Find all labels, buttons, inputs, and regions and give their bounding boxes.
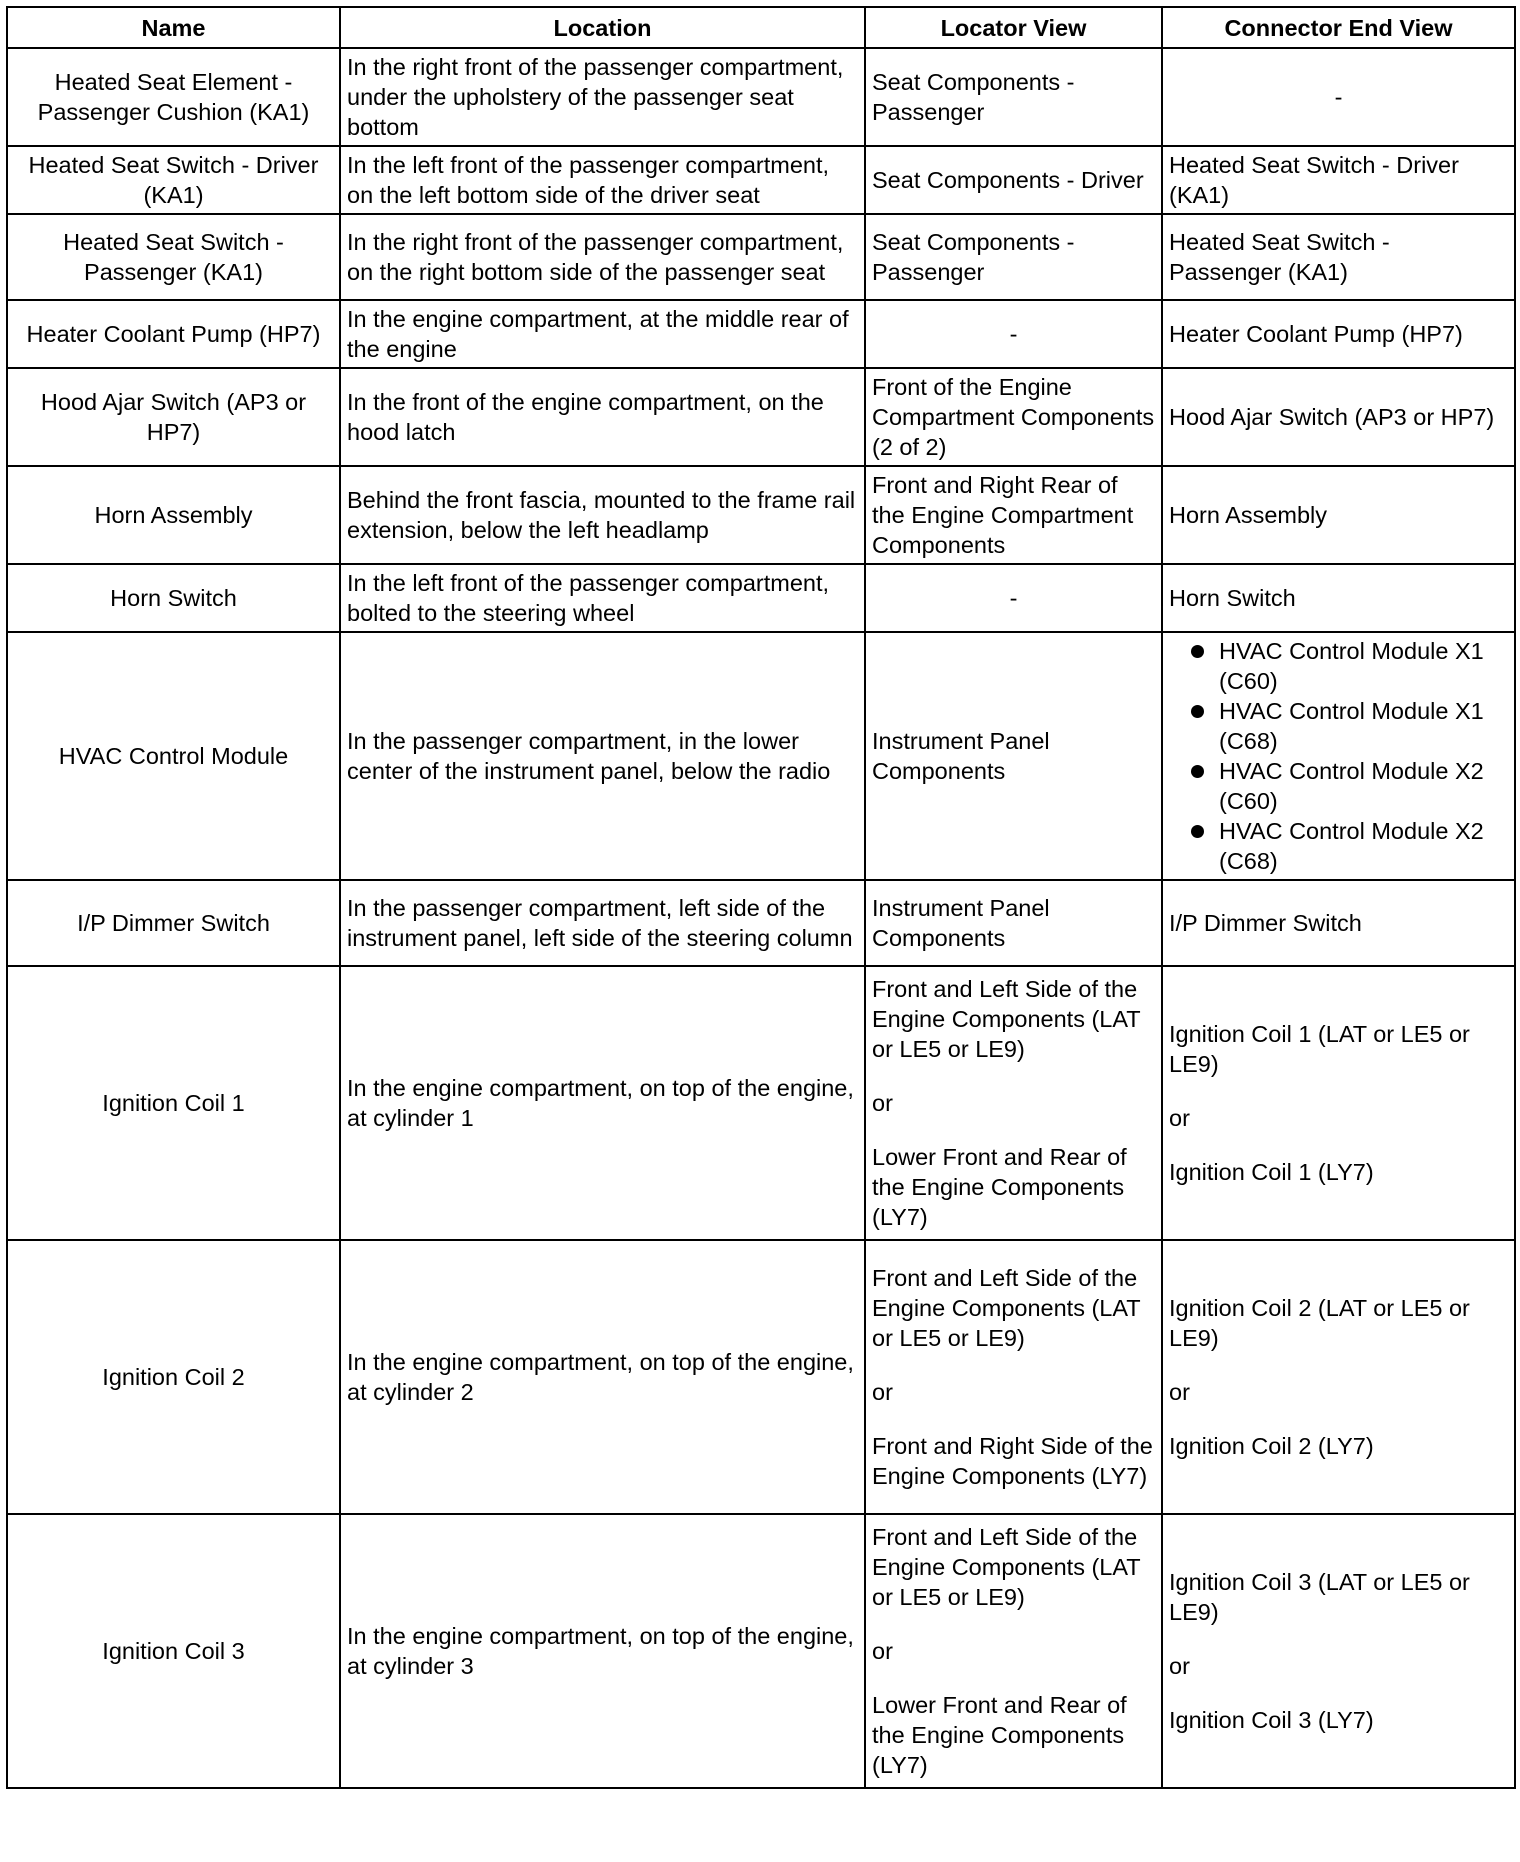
- cell-locator-view: [865, 564, 1162, 632]
- locator-text: Front and Right Side of the Engine Components (LY7): [872, 1433, 1153, 1489]
- cell-connector-end-view: [1162, 966, 1515, 1240]
- connector-or-text: or: [1169, 1653, 1190, 1679]
- cell-location: In the engine compartment, on top of the engine, at cylinder 2: [340, 1240, 865, 1514]
- locator-text: Front and Left Side of the Engine Components (LAT or LE5 or LE9): [872, 976, 1141, 1062]
- connector-text: Heated Seat Switch - Driver (KA1): [1169, 152, 1459, 208]
- cell-location: In the left front of the passenger compartment, bolted to the steering wheel: [340, 564, 865, 632]
- table-row: [7, 214, 1515, 300]
- cell-name: Heater Coolant Pump (HP7): [7, 300, 340, 368]
- list-item: [1169, 636, 1508, 696]
- cell-name: I/P Dimmer Switch: [7, 880, 340, 966]
- connector-text: Ignition Coil 1 (LAT or LE5 or LE9): [1169, 1021, 1470, 1077]
- table-row: [7, 1240, 1515, 1514]
- locator-or-text: or: [872, 1379, 893, 1405]
- cell-name: Hood Ajar Switch (AP3 or HP7): [7, 368, 340, 466]
- locator-text: Lower Front and Rear of the Engine Components (LY7): [872, 1144, 1127, 1230]
- cell-location: In the engine compartment, at the middle rear of the engine: [340, 300, 865, 368]
- cell-location: In the passenger compartment, left side of the instrument panel, left side of the steering column: [340, 880, 865, 966]
- cell-connector-end-view: [1162, 48, 1515, 146]
- table-row: [7, 564, 1515, 632]
- header-connector-end-view: Connector End View: [1162, 7, 1515, 48]
- cell-location: In the front of the engine compartment, on the hood latch: [340, 368, 865, 466]
- locator-text: Front and Left Side of the Engine Components (LAT or LE5 or LE9): [872, 1265, 1141, 1351]
- bullet-icon: [1191, 825, 1204, 838]
- locator-text: Front of the Engine Compartment Components (2 of 2): [872, 374, 1155, 460]
- cell-locator-view: [865, 880, 1162, 966]
- cell-locator-view: [865, 1514, 1162, 1788]
- connector-text: Ignition Coil 2 (LAT or LE5 or LE9): [1169, 1295, 1470, 1351]
- locator-text: Front and Right Rear of the Engine Compartment Components: [872, 472, 1134, 558]
- connector-text: Ignition Coil 3 (LY7): [1169, 1707, 1374, 1733]
- locator-text: Instrument Panel Components: [872, 895, 1050, 951]
- list-item: [1169, 756, 1508, 816]
- table-row: [7, 300, 1515, 368]
- locator-or-text: or: [872, 1638, 893, 1664]
- cell-name: Ignition Coil 2: [7, 1240, 340, 1514]
- bullet-icon: [1191, 705, 1204, 718]
- cell-name: Heated Seat Switch - Driver (KA1): [7, 146, 340, 214]
- locator-text: -: [1009, 585, 1018, 611]
- cell-name: Ignition Coil 1: [7, 966, 340, 1240]
- component-locator-table: [6, 6, 1516, 1789]
- connector-text: Hood Ajar Switch (AP3 or HP7): [1169, 404, 1495, 430]
- cell-locator-view: [865, 48, 1162, 146]
- header-locator-view: Locator View: [865, 7, 1162, 48]
- connector-bullet-list: [1169, 636, 1508, 876]
- cell-locator-view: [865, 966, 1162, 1240]
- cell-connector-end-view: [1162, 1240, 1515, 1514]
- table-row: [7, 146, 1515, 214]
- connector-text: Ignition Coil 2 (LY7): [1169, 1433, 1374, 1459]
- cell-connector-end-view: [1162, 146, 1515, 214]
- cell-locator-view: [865, 1240, 1162, 1514]
- cell-locator-view: [865, 632, 1162, 880]
- cell-name: HVAC Control Module: [7, 632, 340, 880]
- cell-name: Horn Assembly: [7, 466, 340, 564]
- connector-or-text: or: [1169, 1379, 1190, 1405]
- table-row: [7, 880, 1515, 966]
- table-header-row: [7, 7, 1515, 48]
- cell-location: In the passenger compartment, in the lower center of the instrument panel, below the radio: [340, 632, 865, 880]
- cell-connector-end-view: [1162, 214, 1515, 300]
- cell-connector-end-view: [1162, 466, 1515, 564]
- cell-connector-end-view: [1162, 880, 1515, 966]
- connector-text: I/P Dimmer Switch: [1169, 910, 1362, 936]
- list-item: [1169, 816, 1508, 876]
- locator-text: Lower Front and Rear of the Engine Components (LY7): [872, 1692, 1127, 1778]
- connector-text: Horn Assembly: [1169, 502, 1328, 528]
- locator-text: -: [1009, 321, 1018, 347]
- cell-locator-view: [865, 146, 1162, 214]
- connector-text: -: [1334, 84, 1343, 110]
- header-location: Location: [340, 7, 865, 48]
- connector-text: Heated Seat Switch - Passenger (KA1): [1169, 229, 1390, 285]
- cell-connector-end-view: [1162, 300, 1515, 368]
- table-row: [7, 466, 1515, 564]
- connector-text: HVAC Control Module X2 (C60): [1219, 758, 1484, 814]
- connector-text: Ignition Coil 3 (LAT or LE5 or LE9): [1169, 1569, 1470, 1625]
- cell-location: In the engine compartment, on top of the engine, at cylinder 1: [340, 966, 865, 1240]
- cell-locator-view: [865, 300, 1162, 368]
- table-row: [7, 48, 1515, 146]
- locator-text: Instrument Panel Components: [872, 728, 1050, 784]
- connector-text: HVAC Control Module X1 (C68): [1219, 698, 1484, 754]
- connector-text: HVAC Control Module X2 (C68): [1219, 818, 1484, 874]
- locator-text: Front and Left Side of the Engine Components (LAT or LE5 or LE9): [872, 1524, 1141, 1610]
- cell-locator-view: [865, 466, 1162, 564]
- connector-text: Ignition Coil 1 (LY7): [1169, 1159, 1374, 1185]
- cell-location: In the engine compartment, on top of the engine, at cylinder 3: [340, 1514, 865, 1788]
- cell-location: In the right front of the passenger compartment, on the right bottom side of the passenger seat: [340, 214, 865, 300]
- locator-text: Seat Components - Passenger: [872, 69, 1075, 125]
- table-row: [7, 1514, 1515, 1788]
- cell-locator-view: [865, 368, 1162, 466]
- connector-text: HVAC Control Module X1 (C60): [1219, 638, 1484, 694]
- cell-location: Behind the front fascia, mounted to the frame rail extension, below the left headlamp: [340, 466, 865, 564]
- cell-name: Heated Seat Switch - Passenger (KA1): [7, 214, 340, 300]
- cell-connector-end-view: [1162, 632, 1515, 880]
- connector-text: Heater Coolant Pump (HP7): [1169, 321, 1463, 347]
- cell-name: Ignition Coil 3: [7, 1514, 340, 1788]
- bullet-icon: [1191, 645, 1204, 658]
- cell-locator-view: [865, 214, 1162, 300]
- locator-or-text: or: [872, 1090, 893, 1116]
- header-name: Name: [7, 7, 340, 48]
- connector-or-text: or: [1169, 1105, 1190, 1131]
- locator-text: Seat Components - Driver: [872, 167, 1144, 193]
- bullet-icon: [1191, 765, 1204, 778]
- connector-text: Horn Switch: [1169, 585, 1296, 611]
- cell-connector-end-view: [1162, 1514, 1515, 1788]
- cell-location: In the right front of the passenger compartment, under the upholstery of the passenger seat bottom: [340, 48, 865, 146]
- cell-connector-end-view: [1162, 564, 1515, 632]
- table-row: [7, 632, 1515, 880]
- locator-text: Seat Components - Passenger: [872, 229, 1075, 285]
- cell-name: Horn Switch: [7, 564, 340, 632]
- cell-connector-end-view: [1162, 368, 1515, 466]
- table-row: [7, 368, 1515, 466]
- cell-name: Heated Seat Element - Passenger Cushion (KA1): [7, 48, 340, 146]
- table-row: [7, 966, 1515, 1240]
- cell-location: In the left front of the passenger compartment, on the left bottom side of the driver seat: [340, 146, 865, 214]
- list-item: [1169, 696, 1508, 756]
